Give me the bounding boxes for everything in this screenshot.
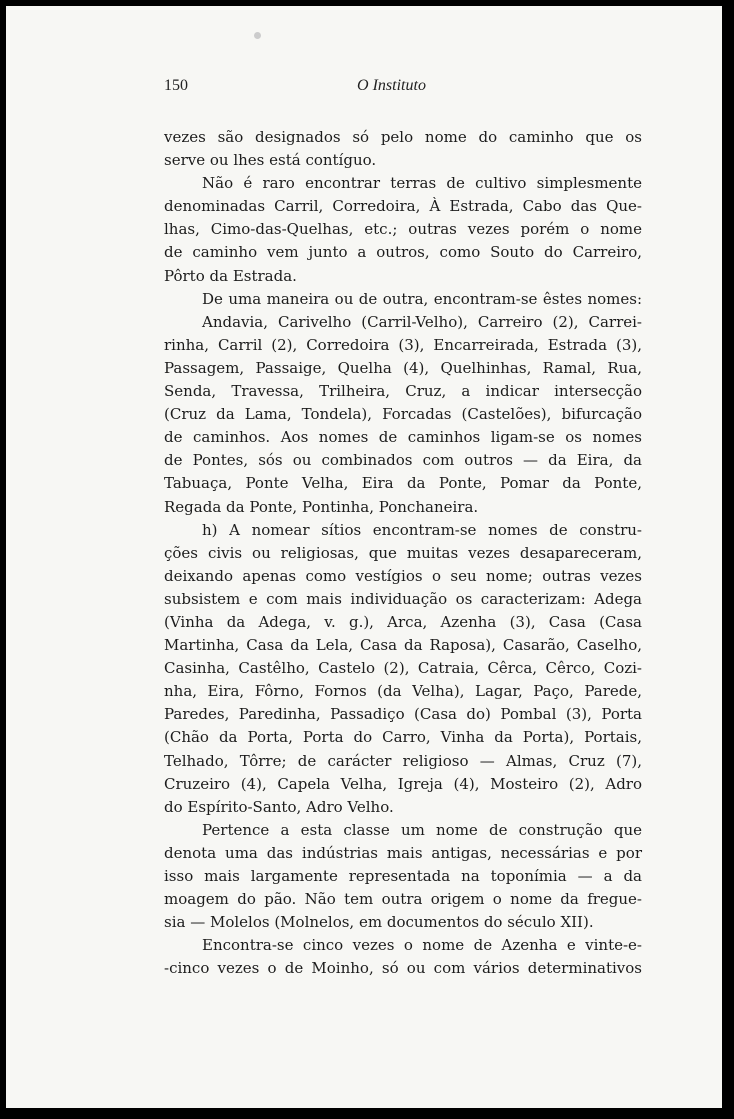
text-line: Martinha, Casa da Lela, Casa da Raposa), Casarão, Caselho,: [164, 636, 642, 655]
text-line: h) A nomear sítios encontram-se nomes de constru-: [202, 520, 642, 539]
text-line: serve ou lhes está contíguo.: [164, 151, 377, 170]
text-line: sia — Molelos (Molnelos, em documentos do século XII).: [164, 913, 594, 932]
page-number: 150: [164, 77, 188, 94]
text-line: nha, Eira, Fôrno, Fornos (da Velha), Lagar, Paço, Parede,: [164, 682, 642, 701]
text-line: denota uma das indústrias mais antigas, necessárias e por: [164, 843, 642, 862]
text-line: de Pontes, sós ou combinados com outros — da Eira, da: [164, 451, 642, 470]
text-line: Cruzeiro (4), Capela Velha, Igreja (4), Mosteiro (2), Adro: [164, 774, 642, 793]
body-text: [164, 126, 642, 980]
text-line: denominadas Carril, Corredoira, À Estrada, Cabo das Que-: [164, 197, 642, 216]
text-line: Encontra-se cinco vezes o nome de Azenha e vinte-e-: [202, 936, 642, 955]
text-line: subsistem e com mais individuação os caracterizam: Adega: [164, 589, 642, 608]
text-line: Regada da Ponte, Pontinha, Ponchaneira.: [164, 497, 479, 516]
text-line: rinha, Carril (2), Corredoira (3), Encarreirada, Estrada (3),: [164, 335, 642, 354]
text-line: Pôrto da Estrada.: [164, 266, 297, 285]
text-line: Andavia, Carivelho (Carril-Velho), Carreiro (2), Carrei-: [202, 312, 642, 331]
text-line: Senda, Travessa, Trilheira, Cruz, a indicar intersecção: [164, 382, 642, 401]
text-line: -cinco vezes o de Moinho, só ou com vários determinativos: [164, 959, 642, 978]
text-line: (Cruz da Lama, Tondela), Forcadas (Castelões), bifurcação: [164, 405, 642, 424]
text-line: Pertence a esta classe um nome de construção que: [202, 820, 642, 839]
running-title: O Instituto: [357, 77, 426, 94]
text-line: Casinha, Castêlho, Castelo (2), Catraia, Cêrca, Cêrco, Cozi-: [164, 659, 642, 678]
text-line: de caminhos. Aos nomes de caminhos ligam-se os nomes: [164, 428, 642, 447]
text-line: ções civis ou religiosas, que muitas vezes desapareceram,: [164, 543, 642, 562]
text-line: lhas, Cimo-das-Quelhas, etc.; outras vezes porém o nome: [164, 220, 642, 239]
text-line: do Espírito-Santo, Adro Velho.: [164, 797, 394, 816]
text-line: Não é raro encontrar terras de cultivo simplesmente: [202, 174, 642, 193]
text-line: De uma maneira ou de outra, encontram-se êstes nomes:: [202, 289, 642, 308]
text-line: vezes são designados só pelo nome do caminho que os: [164, 128, 642, 146]
text-line: deixando apenas como vestígios o seu nome; outras vezes: [164, 566, 642, 585]
text-line: Telhado, Tôrre; de carácter religioso — Almas, Cruz (7),: [164, 751, 642, 770]
text-line: Tabuaça, Ponte Velha, Eira da Ponte, Pomar da Ponte,: [164, 474, 642, 493]
text-line: isso mais largamente representada na toponímia — a da: [164, 867, 642, 885]
text-line: (Vinha da Adega, v. g.), Arca, Azenha (3), Casa (Casa: [164, 612, 642, 631]
document-page: [6, 6, 722, 1108]
text-line: Passagem, Passaige, Quelha (4), Quelhinhas, Ramal, Rua,: [164, 358, 642, 377]
page-header: [164, 77, 619, 99]
text-line: moagem do pão. Não tem outra origem o nome da fregue-: [164, 890, 642, 909]
paper-speck: [254, 32, 261, 39]
text-line: de caminho vem junto a outros, como Souto do Carreiro,: [164, 243, 642, 262]
text-line: Paredes, Paredinha, Passadiço (Casa do) Pombal (3), Porta: [164, 705, 642, 724]
text-line: (Chão da Porta, Porta do Carro, Vinha da Porta), Portais,: [164, 728, 642, 747]
